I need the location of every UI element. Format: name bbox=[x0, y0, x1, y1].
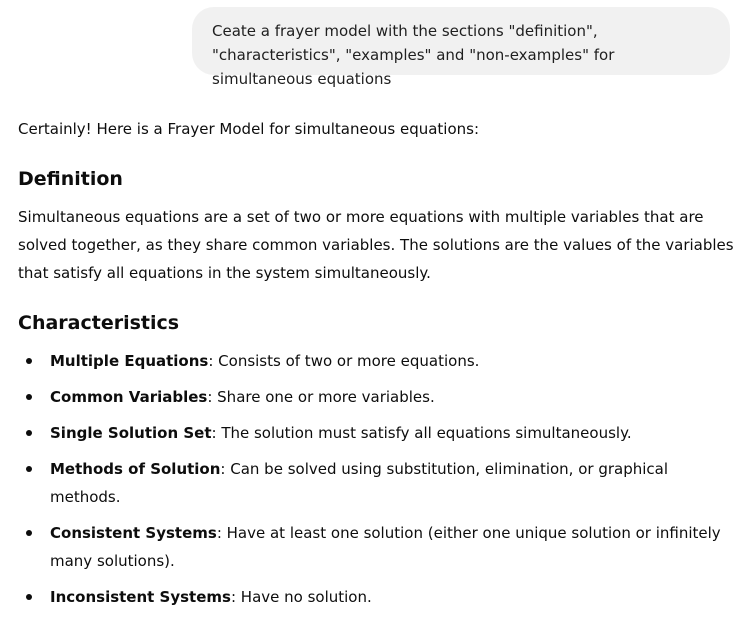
bullet-icon bbox=[26, 394, 32, 400]
list-item bbox=[18, 583, 734, 611]
item-description: : Consists of two or more equations. bbox=[208, 352, 480, 370]
user-message-text: Ceate a frayer model with the sections "definition", "characteristics", "examples" and "non-examples" for simultaneous equations bbox=[212, 22, 615, 88]
item-term: Single Solution Set bbox=[50, 424, 212, 442]
bullet-icon bbox=[26, 430, 32, 436]
item-term: Multiple Equations bbox=[50, 352, 209, 370]
list-item bbox=[18, 455, 734, 511]
list-item bbox=[18, 519, 734, 575]
user-message-bubble bbox=[192, 7, 730, 88]
bullet-icon bbox=[26, 530, 32, 536]
characteristics-list bbox=[18, 347, 734, 619]
item-term: Common Variables bbox=[50, 388, 208, 406]
characteristics-heading: Characteristics bbox=[18, 312, 180, 334]
item-term: Consistent Systems bbox=[50, 524, 217, 542]
bullet-icon bbox=[26, 466, 32, 472]
item-term: Inconsistent Systems bbox=[50, 588, 231, 606]
bullet-icon bbox=[26, 358, 32, 364]
item-description: : Share one or more variables. bbox=[207, 388, 435, 406]
list-item bbox=[18, 383, 734, 411]
item-description: : Can be solved using substitution, elimination, or graphical methods. bbox=[50, 460, 669, 506]
item-description: : Have no solution. bbox=[230, 588, 372, 606]
item-description: : Have at least one solution (either one unique solution or infinitely many solutions). bbox=[50, 524, 721, 570]
definition-text: Simultaneous equations are a set of two or more equations with multiple variables that are solved together, as they share common variables. The solutions are the values of the variables that satisfy all equations in the system simultaneously. bbox=[18, 208, 734, 282]
item-term: Methods of Solution bbox=[50, 460, 221, 478]
definition-heading: Definition bbox=[18, 168, 123, 190]
item-description: : The solution must satisfy all equations simultaneously. bbox=[211, 424, 632, 442]
list-item bbox=[18, 419, 734, 447]
response-intro: Certainly! Here is a Frayer Model for simultaneous equations: bbox=[18, 120, 480, 138]
bullet-icon bbox=[26, 594, 32, 600]
list-item bbox=[18, 347, 734, 375]
